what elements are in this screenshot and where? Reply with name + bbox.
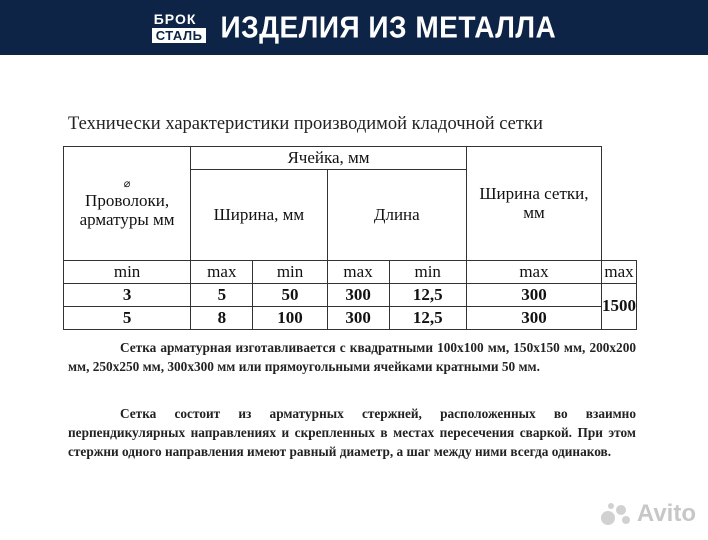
sub-header-cell: max <box>466 261 601 284</box>
length-header: Длина <box>327 170 466 261</box>
cell-header: Ячейка, мм <box>191 147 467 170</box>
wire-header-label: Проволоки, арматуры мм <box>79 190 175 229</box>
table-row <box>64 284 637 307</box>
paragraph-mesh-structure: Сетка состоит из арматурных стержней, расположенных во взаимно перпендикулярных направлениях и скрепленных в местах пересечения сваркой. При этом стержни одного направления имеют равный диаметр, а шаг между ними всегда одинаков. <box>68 406 636 459</box>
logo-top-text: БРОК <box>153 11 197 27</box>
sub-header-cell: min <box>389 261 466 284</box>
banner-title: ИЗДЕЛИЯ ИЗ МЕТАЛЛА <box>220 10 557 44</box>
table-cell: 5 <box>64 307 191 330</box>
avito-logo-icon <box>599 501 633 527</box>
table-cell: 3 <box>64 284 191 307</box>
sub-header-cell: min <box>64 261 191 284</box>
table-cell: 300 <box>466 284 601 307</box>
width-header: Ширина, мм <box>191 170 327 261</box>
sub-header-cell: max <box>191 261 253 284</box>
spec-table <box>63 146 637 330</box>
wire-header-cell <box>64 147 191 261</box>
table-cell: 8 <box>191 307 253 330</box>
table-cell: 100 <box>253 307 327 330</box>
sub-header-cell: max <box>602 261 637 284</box>
watermark-text: Avito <box>636 500 696 527</box>
table-cell: 300 <box>327 284 389 307</box>
paragraph-mesh-sizes: Сетка арматурная изготавливается с квадратными 100х100 мм, 150х150 мм, 200х200 мм, 250х250 мм, 300х300 мм или прямоугольными ячейками кратными 50 мм. <box>68 340 636 374</box>
diameter-icon: ⌀ <box>123 177 131 190</box>
brand-logo[interactable] <box>152 12 207 43</box>
sub-header-row <box>64 261 637 284</box>
table-row <box>64 307 637 330</box>
table-cell: 12,5 <box>389 284 466 307</box>
table-cell: 300 <box>466 307 601 330</box>
table-cell: 50 <box>253 284 327 307</box>
mesh-width-header: Ширина сетки, мм <box>466 147 601 261</box>
avito-watermark <box>599 500 696 528</box>
header-banner <box>0 0 708 55</box>
sub-header-cell: min <box>253 261 327 284</box>
table-cell: 300 <box>327 307 389 330</box>
table-cell: 5 <box>191 284 253 307</box>
sub-header-cell: max <box>327 261 389 284</box>
mesh-width-value: 1500 <box>602 284 637 330</box>
table-cell: 12,5 <box>389 307 466 330</box>
logo-bottom-text: СТАЛЬ <box>152 28 207 43</box>
document-title: Технически характеристики производимой кладочной сетки <box>68 114 543 134</box>
